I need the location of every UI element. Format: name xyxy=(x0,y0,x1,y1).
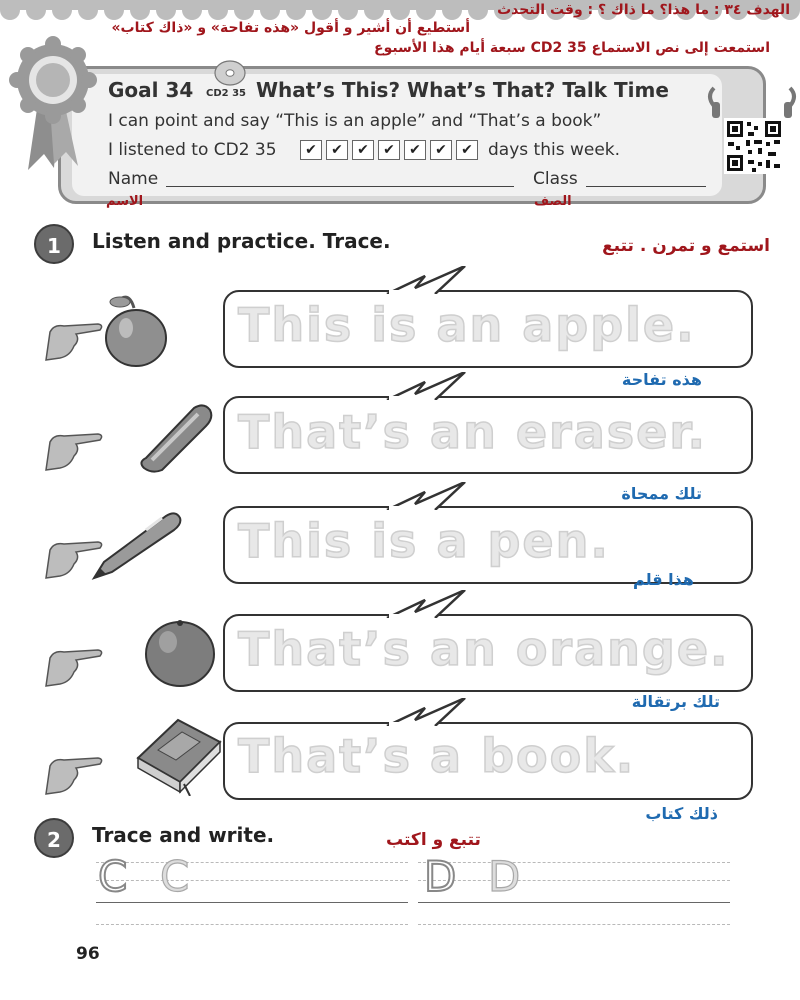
trace-letter[interactable]: C xyxy=(160,852,190,901)
page-number: 96 xyxy=(76,944,100,964)
trace-letter[interactable]: C xyxy=(98,852,128,901)
trace-sentence[interactable]: This is a pen. xyxy=(238,514,610,568)
rosette-badge-icon xyxy=(8,32,98,172)
name-field[interactable] xyxy=(166,186,514,187)
name-label-arabic: الاسم xyxy=(106,194,144,209)
section-title: Trace and write. xyxy=(92,823,275,847)
speech-bubble-tail xyxy=(375,482,475,510)
class-field[interactable] xyxy=(586,186,706,187)
speech-bubble-tail xyxy=(375,698,475,726)
arabic-goal-line: الهدف ٣٤ : ما هذا؟ ما ذاك ؟ : وقت التحدث xyxy=(497,2,790,18)
arabic-listened-line: استمعت إلى نص الاستماع CD2 35 سبعة أيام هذا الأسبوع xyxy=(374,40,770,56)
section-number-badge: 1 xyxy=(34,224,74,264)
trace-letter[interactable]: D xyxy=(488,852,521,901)
writing-guide-bottom xyxy=(418,924,730,925)
trace-sentence[interactable]: That’s an orange. xyxy=(238,622,730,676)
day-checkbox[interactable]: ✔ xyxy=(456,140,478,160)
translation-label: هذه تفاحة xyxy=(621,370,702,389)
goal-subtitle: What’s This? What’s That? Talk Time xyxy=(256,78,669,102)
day-checkbox[interactable]: ✔ xyxy=(300,140,322,160)
writing-baseline xyxy=(418,902,730,903)
cd-icon xyxy=(212,58,248,88)
orange-icon xyxy=(142,614,220,690)
speech-bubble-tail xyxy=(375,372,475,400)
writing-guide-top xyxy=(418,862,730,863)
book-icon xyxy=(130,714,226,796)
writing-baseline xyxy=(96,902,408,903)
section-title-arabic: تتبع و اكتب xyxy=(386,830,481,850)
day-checkbox[interactable]: ✔ xyxy=(430,140,452,160)
trace-sentence[interactable]: That’s a book. xyxy=(238,729,636,783)
goal-title: Goal 34 xyxy=(108,78,194,102)
pen-icon xyxy=(86,510,184,584)
apple-icon xyxy=(100,292,172,370)
section-title: Listen and practice. Trace. xyxy=(92,229,391,253)
translation-label: تلك برتقالة xyxy=(631,692,720,711)
speech-bubble-tail xyxy=(375,266,475,294)
arabic-can-do-line: أستطيع أن أشير و أقول «هذه تفاحة» و «ذاك كتاب» xyxy=(111,20,470,36)
class-label-arabic: الصف xyxy=(534,194,572,209)
day-checkbox[interactable]: ✔ xyxy=(378,140,400,160)
listened-suffix: days this week. xyxy=(488,140,621,160)
day-checkbox[interactable]: ✔ xyxy=(352,140,374,160)
translation-label: تلك ممحاة xyxy=(621,484,702,503)
class-label: Class xyxy=(533,169,578,189)
trace-sentence[interactable]: That’s an eraser. xyxy=(238,405,707,459)
translation-label: هذا قلم xyxy=(633,570,694,589)
writing-guide-bottom xyxy=(96,924,408,925)
writing-guide-mid xyxy=(418,880,730,881)
translation-label: ذلك كتاب xyxy=(645,804,718,823)
pointing-hand-icon xyxy=(40,732,110,802)
section-number-badge: 2 xyxy=(34,818,74,858)
trace-sentence[interactable]: This is an apple. xyxy=(238,298,696,352)
name-label: Name xyxy=(108,169,159,189)
day-checkbox[interactable]: ✔ xyxy=(326,140,348,160)
listening-checklist xyxy=(300,140,478,160)
speech-bubble-tail xyxy=(375,590,475,618)
day-checkbox[interactable]: ✔ xyxy=(404,140,426,160)
writing-guide-top xyxy=(96,862,408,863)
pointing-hand-icon xyxy=(40,624,110,694)
pointing-hand-icon xyxy=(40,408,110,478)
writing-guide-mid xyxy=(96,880,408,881)
listened-prefix: I listened to CD2 35 xyxy=(108,140,277,160)
can-do-statement: I can point and say “This is an apple” and “That’s a book” xyxy=(108,111,602,131)
qr-code-icon[interactable] xyxy=(724,118,784,174)
eraser-icon xyxy=(132,398,216,474)
section-title-arabic: استمع و تمرن . تتبع xyxy=(602,236,770,256)
cd-track-label: CD2 35 xyxy=(206,88,246,99)
trace-letter[interactable]: D xyxy=(424,852,457,901)
